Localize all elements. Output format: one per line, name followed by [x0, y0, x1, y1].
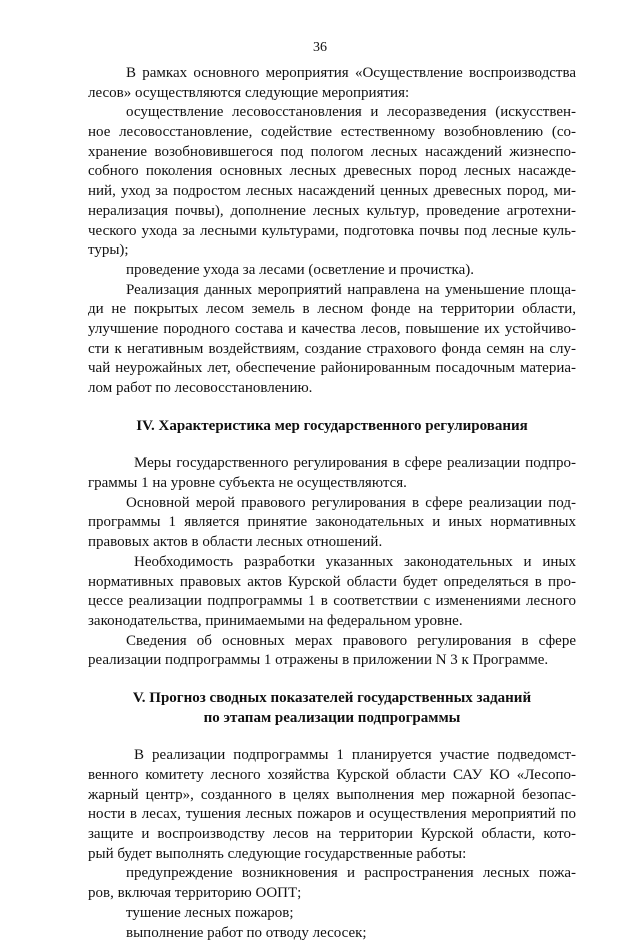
text-line: Реализация данных мероприятий направлена на уменьшение площа- — [88, 281, 576, 301]
text-line: нормативных правовых актов Курской области будет определяться в про- — [88, 573, 576, 593]
text-line: ности в лесах, тушения лесных пожаров и осуществления мероприятий по — [88, 805, 576, 825]
text-line: жарный центр», созданного в целях выполнения мер пожарной безопас- — [88, 786, 576, 806]
document-body — [88, 64, 576, 943]
section-heading: IV. Характеристика мер государственного регулирования — [88, 417, 576, 437]
text-line: В реализации подпрограммы 1 планируется участие подведомст- — [88, 746, 576, 766]
text-line: реализации подпрограммы 1 отражены в приложении N 3 к Программе. — [88, 651, 576, 671]
text-line: венного комитету лесного хозяйства Курской области САУ КО «Лесопо- — [88, 766, 576, 786]
text-line: Основной мерой правового регулирования в сфере реализации под- — [88, 494, 576, 514]
text-line: выполнение работ по отводу лесосек; — [88, 924, 576, 943]
spacer — [88, 436, 576, 454]
text-line: ное лесовосстановление, содействие естественному возобновлению (со- — [88, 123, 576, 143]
spacer — [88, 728, 576, 746]
text-line: цессе реализации подпрограммы 1 в соответствии с изменениями лесного — [88, 592, 576, 612]
text-line: лесов» осуществляются следующие мероприятия: — [88, 84, 576, 104]
text-line: ческого ухода за лесными культурами, подготовка почвы под лесные куль- — [88, 222, 576, 242]
section-heading: по этапам реализации подпрограммы — [88, 709, 576, 729]
text-line: граммы 1 на уровне субъекта не осуществляются. — [88, 474, 576, 494]
text-line: осуществление лесовосстановления и лесоразведения (искусствен- — [88, 103, 576, 123]
text-line: Необходимость разработки указанных законодательных и иных — [88, 553, 576, 573]
spacer — [88, 399, 576, 417]
spacer — [88, 671, 576, 689]
page-number: 36 — [0, 38, 640, 58]
text-line: Меры государственного регулирования в сфере реализации подпро- — [88, 454, 576, 474]
text-line: Сведения об основных мерах правового регулирования в сфере — [88, 632, 576, 652]
text-line: проведение ухода за лесами (осветление и прочистка). — [88, 261, 576, 281]
text-line: нерализация почвы), дополнение лесных культур, проведение агротехни- — [88, 202, 576, 222]
text-line: программы 1 является принятие законодательных и иных нормативных — [88, 513, 576, 533]
text-line: ний, уход за подростом лесных насаждений ценных древесных пород, ми- — [88, 182, 576, 202]
text-line: законодательства, принимаемыми на федеральном уровне. — [88, 612, 576, 632]
text-line: рый будет выполнять следующие государственные работы: — [88, 845, 576, 865]
text-line: туры); — [88, 241, 576, 261]
text-line: чай неурожайных лет, обеспечение районированным посадочным материа- — [88, 359, 576, 379]
text-line: лом работ по лесовосстановлению. — [88, 379, 576, 399]
section-heading: V. Прогноз сводных показателей государственных заданий — [88, 689, 576, 709]
text-line: тушение лесных пожаров; — [88, 904, 576, 924]
text-line: собного поколения основных лесных древесных пород лесных насажде- — [88, 162, 576, 182]
text-line: ди не покрытых лесом земель в лесном фонде на территории области, — [88, 300, 576, 320]
text-line: ров, включая территорию ООПТ; — [88, 884, 576, 904]
text-line: хранение возобновившегося под пологом лесных насаждений жизнеспо- — [88, 143, 576, 163]
text-line: защите и воспроизводству лесов на территории Курской области, кото- — [88, 825, 576, 845]
text-line: В рамках основного мероприятия «Осуществление воспроизводства — [88, 64, 576, 84]
text-line: сти к негативным воздействиям, создание страхового фонда семян на слу- — [88, 340, 576, 360]
text-line: предупреждение возникновения и распространения лесных пожа- — [88, 864, 576, 884]
text-line: правовых актов в области лесных отношений. — [88, 533, 576, 553]
text-line: улучшение породного состава и качества лесов, повышение их устойчиво- — [88, 320, 576, 340]
